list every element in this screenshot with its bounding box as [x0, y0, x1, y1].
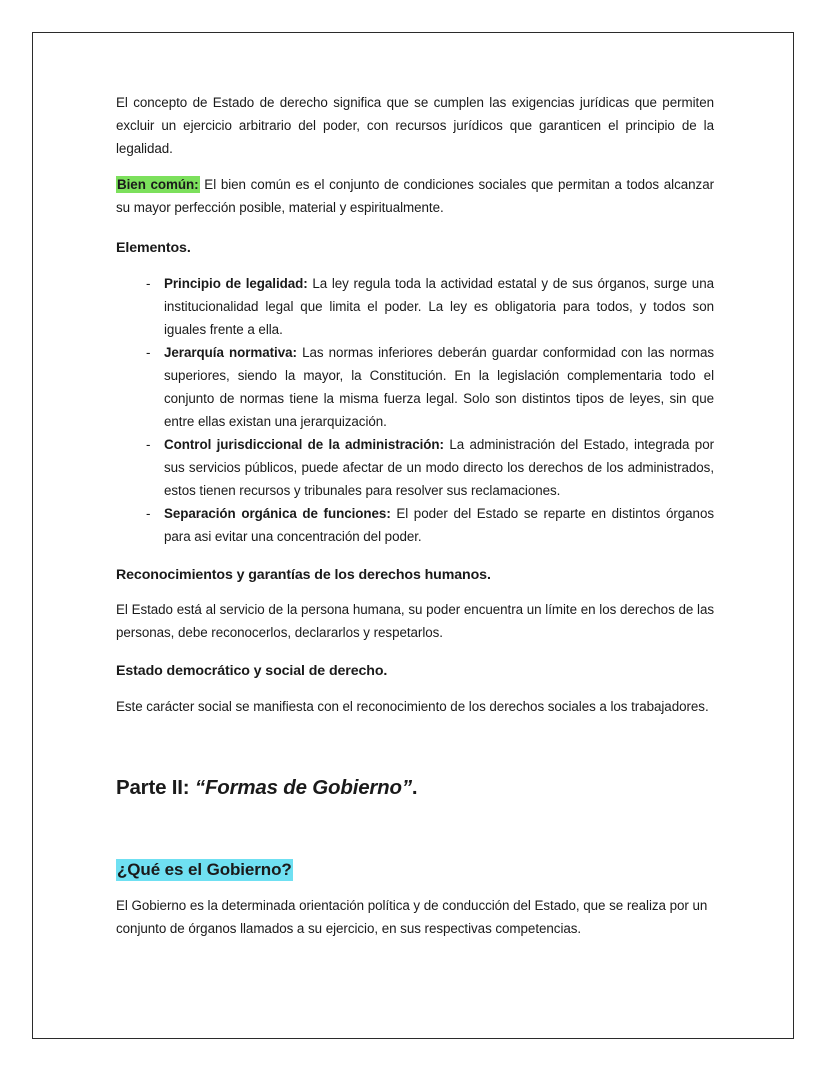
list-item-term: Control jurisdiccional de la administración:: [164, 436, 444, 452]
list-item-term: Separación orgánica de funciones:: [164, 506, 391, 521]
list-item: [116, 341, 714, 433]
list-item-term: Principio de legalidad:: [164, 275, 308, 291]
bien-comun-highlight: Bien común:: [117, 177, 199, 193]
list-item-text: El poder del Estado se reparte en distintos órganos para asi evitar una concentración del poder.: [164, 506, 714, 545]
elementos-heading: Elementos.: [116, 240, 191, 257]
intro-paragraph: El concepto de Estado de derecho significa que se cumplen las exigencias jurídicas que permiten excluir un ejercicio arbitrario del poder, con recursos jurídicos que garanticen el principio de la legalidad.: [116, 95, 714, 157]
dash-marker-icon: -: [146, 506, 151, 521]
estado-democratico-heading: Estado democrático y social de derecho.: [116, 663, 388, 680]
list-item-term: Jerarquía normativa:: [164, 344, 297, 360]
list-item: [116, 502, 714, 548]
gobierno-question-heading: [116, 859, 714, 882]
bien-comun-text: El bien común es el conjunto de condiciones sociales que permitan a todos alcanzar su mayor perfección posible, material y espiritualmente.: [116, 177, 714, 216]
dash-marker-icon: -: [146, 344, 151, 360]
list-item: [116, 433, 714, 502]
parte-dos-suffix: .: [411, 775, 418, 799]
estado-democratico-paragraph: Este carácter social se manifiesta con el reconocimiento de los derechos sociales a los trabajadores.: [116, 698, 709, 714]
dash-marker-icon: -: [146, 275, 151, 291]
parte-dos-title: “Formas de Gobierno”: [194, 775, 412, 799]
document-page: [32, 32, 794, 1039]
bien-comun-paragraph: [116, 173, 714, 219]
list-item-text: La administración del Estado, integrada por sus servicios públicos, puede afectar de un modo directo los derechos de los administrados, estos tienen recursos y tribunales para resolver sus reclamaciones.: [164, 436, 714, 498]
list-item: [116, 272, 714, 341]
reconocimientos-paragraph: El Estado está al servicio de la persona humana, su poder encuentra un límite en los derechos de las personas, debe reconocerlos, declararlos y respetarlos.: [116, 602, 714, 641]
list-item-text: La ley regula toda la actividad estatal y de sus órganos, surge una institucionalidad legal que limita el poder. La ley es obligatoria para todos, y todos son iguales frente a ella.: [164, 275, 714, 337]
gobierno-question-highlight: ¿Qué es el Gobierno?: [117, 859, 292, 879]
document-body: [116, 91, 714, 954]
gobierno-paragraph: El Gobierno es la determinada orientación política y de conducción del Estado, que se realiza por un conjunto de órganos llamados a su ejercicio, en sus respectivas competencias.: [116, 898, 708, 937]
parte-dos-prefix: Parte II:: [116, 775, 195, 799]
list-item-text: Las normas inferiores deberán guardar conformidad con las normas superiores, siendo la mayor, la Constitución. En la legislación complementaria todo el conjunto de normas tiene la misma fuerza legal. Solo son distintos tipos de leyes, sin que entre ellas existan una jerarquización.: [164, 344, 715, 429]
elementos-list: [116, 272, 714, 549]
dash-marker-icon: -: [146, 436, 151, 452]
reconocimientos-heading: Reconocimientos y garantías de los derechos humanos.: [116, 567, 491, 584]
parte-dos-heading: [116, 774, 714, 802]
